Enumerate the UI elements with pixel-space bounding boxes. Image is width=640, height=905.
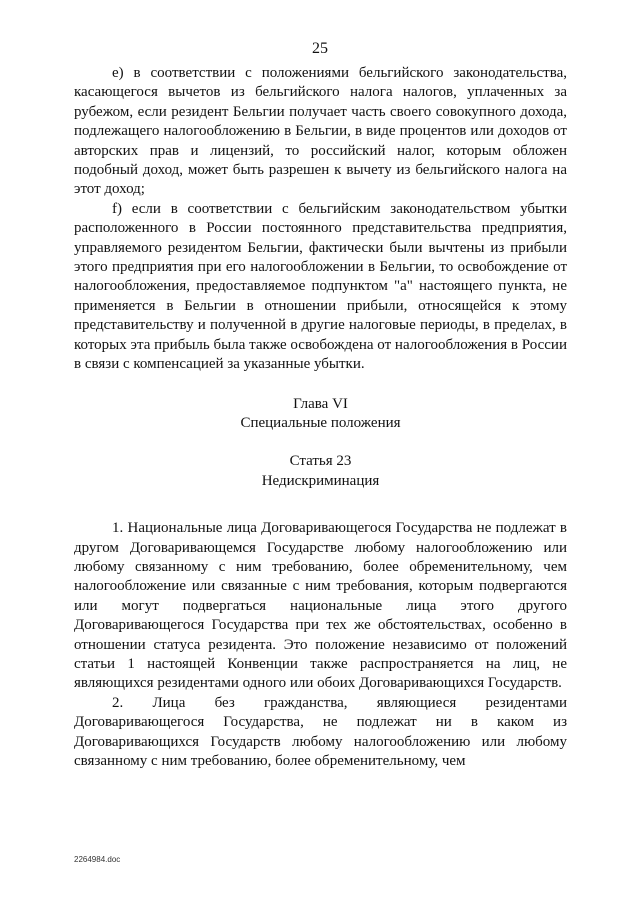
article-heading (74, 452, 567, 491)
article-number: Статья 23 (289, 453, 352, 470)
chapter-number: Глава VI (293, 395, 348, 412)
chapter-heading (74, 395, 567, 434)
chapter-title: Специальные положения (240, 414, 401, 431)
footer-filename: 2264984.doc (74, 855, 121, 864)
document-body (74, 64, 567, 771)
paragraph-2: 2. Лица без гражданства, являющиеся резидентами Договаривающегося Государства, не подлежат ни в каком из Договаривающихся Государств любому налогообложению или любому связанному с ним требованию, более обременительному, чем (74, 694, 567, 769)
paragraph-1: 1. Национальные лица Договаривающегося Государства не подлежат в другом Договаривающемся Государстве любому налогообложению или любому связанному с ним требованию, более обременительному, чем налогообложение или связанные с ним требования, которым подвергаются или могут подвергаться национальные лица этого другого Договаривающегося Государства при тех же обстоятельствах, особенно в отношении статуса резидента. Это положение независимо от положений статьи 1 настоящей Конвенции также распространяется на лиц, не являющихся резидентами одного или обоих Договаривающихся Государств. (74, 520, 567, 692)
paragraph-e: e) в соответствии с положениями бельгийского законодательства, касающегося вычетов из бельгийского налога налогов, уплаченных за рубежом, если резидент Бельгии получает часть своего совокупного дохода, подлежащего налогообложению в Бельгии, в виде процентов или доходов от авторских прав и лицензий, то российский налог, которым обложен подобный доход, может быть разрешен к вычету из бельгийского налога на этот доход; (74, 65, 567, 198)
article-title: Недискриминация (261, 472, 380, 489)
page-number: 25 (312, 40, 328, 57)
paragraph-f: f) если в соответствии с бельгийским законодательством убытки расположенного в России постоянного представительства предприятия, управляемого резидентом Бельгии, фактически были вычтены из прибыли этого предприятия при его налогообложении в Бельгии, то освобождение от налогообложения, предоставляемое подпунктом "а" настоящего пункта, не применяется в Бельгии в отношении прибыли, относящейся к этому представительству и полученной в другие налоговые периоды, в пределах, в которых эта прибыль была также освобождена от налогообложения в России в связи с компенсацией за указанные убытки. (74, 200, 567, 373)
